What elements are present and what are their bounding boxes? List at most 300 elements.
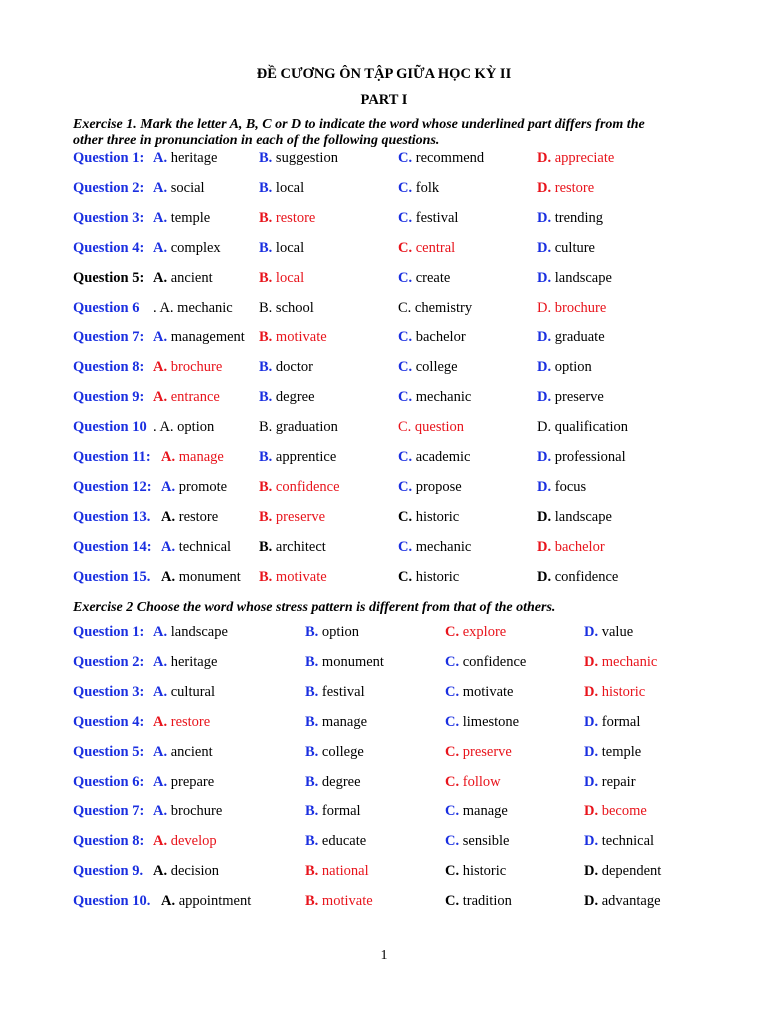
option-word: prepare (170, 773, 215, 790)
option-letter: C. (445, 683, 460, 700)
question-row (0, 833, 768, 853)
option-word: architect (275, 538, 326, 555)
option-letter: D. (584, 743, 599, 760)
question-row (0, 359, 768, 379)
option-word: local (275, 269, 305, 286)
option-letter: B. (305, 743, 319, 760)
question-label: Question 5: (73, 743, 145, 760)
question-row (0, 150, 768, 170)
question-row (0, 744, 768, 764)
answer-option (161, 479, 227, 496)
answer-option (305, 774, 361, 791)
option-letter: B. (259, 150, 273, 166)
answer-option (259, 240, 304, 257)
answer-option (259, 479, 340, 496)
part-heading: PART I (360, 92, 408, 108)
option-word: confidence (554, 568, 619, 585)
answer-option (398, 509, 459, 526)
option-letter: D. (537, 419, 552, 436)
option-letter: C. (398, 329, 413, 346)
answer-option (153, 714, 210, 731)
option-letter: C. (445, 743, 460, 760)
answer-option (584, 654, 657, 671)
option-word: brochure (554, 299, 607, 316)
question-label: Question 9. (73, 863, 144, 880)
option-letter: C. (398, 419, 412, 436)
option-word: manage (178, 449, 224, 465)
option-letter: C. (445, 833, 460, 850)
option-letter: A. (161, 449, 176, 465)
option-word: landscape (554, 508, 612, 525)
option-letter: A. (153, 179, 168, 196)
answer-option (445, 624, 506, 641)
option-letter: C. (445, 803, 460, 820)
option-letter: C. (398, 239, 413, 256)
option-word: suggestion (275, 150, 338, 166)
option-letter: . A. (153, 299, 174, 316)
option-letter: A. (161, 508, 176, 525)
option-letter: A. (153, 833, 168, 850)
question-row (0, 419, 768, 439)
option-word: option (177, 419, 215, 436)
option-word: heritage (170, 653, 218, 670)
option-letter: B. (305, 773, 319, 790)
option-word: national (321, 863, 369, 880)
answer-option (537, 479, 586, 496)
option-letter: A. (153, 329, 168, 346)
option-word: tradition (462, 893, 512, 910)
option-letter: B. (259, 538, 273, 555)
option-word: complex (170, 239, 221, 256)
option-word: ancient (170, 743, 213, 760)
answer-option (584, 684, 645, 701)
option-letter: B. (305, 653, 319, 670)
instruction-line: Exercise 1. Mark the letter A, B, C or D to indicate the word whose underlined part differs from the (73, 117, 645, 132)
option-word: confidence (275, 478, 340, 495)
question-label: Question 4: (73, 239, 145, 256)
option-word: dependent (601, 863, 662, 880)
option-letter: D. (537, 299, 552, 316)
option-word: local (275, 179, 305, 196)
option-word: preserve (554, 389, 604, 406)
answer-option (445, 803, 508, 820)
option-word: temple (601, 743, 642, 760)
option-letter: D. (584, 653, 599, 670)
option-word: formal (601, 713, 641, 730)
answer-option (305, 833, 366, 850)
exercise-1-instruction (73, 117, 723, 149)
answer-option (398, 300, 472, 317)
option-word: festival (415, 209, 459, 226)
option-letter: B. (305, 863, 319, 880)
answer-option (153, 419, 214, 436)
answer-option (537, 300, 606, 317)
document-title: ĐỀ CƯƠNG ÔN TẬP GIỮA HỌC KỲ II (256, 66, 512, 82)
option-word: college (321, 743, 364, 760)
answer-option (584, 714, 640, 731)
answer-option (259, 210, 315, 227)
answer-option (584, 863, 661, 880)
question-label: Question 10. (73, 893, 151, 910)
exercise-2-instruction: Exercise 2 Choose the word whose stress pattern is different from that of the others. (73, 600, 556, 615)
question-row (0, 803, 768, 823)
option-word: heritage (170, 150, 218, 166)
option-word: manage (321, 713, 368, 730)
answer-option (161, 569, 241, 586)
option-word: local (275, 239, 305, 256)
answer-option (398, 180, 439, 197)
option-word: bachelor (415, 329, 466, 346)
answer-option (259, 180, 304, 197)
option-letter: A. (153, 209, 168, 226)
question-label: Question 8: (73, 359, 145, 376)
question-label: Question 1: (73, 150, 145, 166)
option-word: management (170, 329, 245, 346)
answer-option (153, 833, 217, 850)
answer-option (305, 744, 364, 761)
option-letter: C. (398, 150, 413, 166)
question-label: Question 4: (73, 713, 145, 730)
option-word: mechanic (177, 299, 233, 316)
option-letter: A. (153, 683, 168, 700)
answer-option (584, 833, 654, 850)
question-row (0, 863, 768, 883)
answer-option (161, 893, 251, 910)
answer-option (537, 359, 592, 376)
option-letter: B. (259, 508, 273, 525)
option-word: historic (462, 863, 507, 880)
answer-option (445, 833, 509, 850)
question-row (0, 210, 768, 230)
option-word: culture (554, 239, 595, 256)
option-letter: D. (537, 389, 552, 406)
option-letter: C. (445, 624, 460, 640)
option-word: preserve (462, 743, 512, 760)
option-letter: C. (398, 478, 413, 495)
instruction-line: other three in pronunciation in each of the following questions. (73, 133, 440, 148)
answer-option (161, 509, 218, 526)
option-word: entrance (170, 389, 220, 406)
question-row (0, 569, 768, 589)
answer-option (305, 624, 359, 641)
option-letter: D. (537, 538, 552, 555)
option-letter: B. (305, 683, 319, 700)
answer-option (445, 714, 519, 731)
option-letter: B. (259, 239, 273, 256)
option-word: festival (321, 683, 365, 700)
answer-option (584, 744, 641, 761)
question-label: Question 6 (73, 299, 140, 316)
option-letter: B. (259, 478, 273, 495)
option-word: degree (275, 389, 315, 406)
option-letter: C. (398, 538, 413, 555)
option-letter: B. (259, 449, 273, 465)
answer-option (537, 449, 626, 466)
question-row (0, 624, 768, 644)
option-word: create (415, 269, 451, 286)
option-word: motivate (462, 683, 514, 700)
option-word: propose (415, 478, 462, 495)
option-letter: B. (305, 713, 319, 730)
answer-option (153, 684, 215, 701)
question-row (0, 774, 768, 794)
option-word: graduation (275, 419, 338, 436)
answer-option (445, 863, 506, 880)
option-letter: B. (259, 299, 273, 316)
answer-option (398, 449, 470, 466)
option-letter: D. (537, 209, 552, 226)
option-word: historic (415, 568, 460, 585)
option-word: temple (170, 209, 211, 226)
option-letter: B. (305, 624, 319, 640)
answer-option (584, 624, 633, 641)
question-row (0, 270, 768, 290)
option-letter: A. (153, 239, 168, 256)
option-letter: D. (584, 803, 599, 820)
question-row (0, 449, 768, 469)
option-word: degree (321, 773, 361, 790)
question-label: Question 3: (73, 209, 145, 226)
answer-option (398, 539, 471, 556)
answer-option (537, 389, 604, 406)
page-number: 1 (380, 948, 388, 963)
option-word: doctor (275, 359, 313, 376)
answer-option (305, 684, 365, 701)
option-letter: B. (259, 389, 273, 406)
option-word: apprentice (275, 449, 337, 465)
option-word: qualification (554, 419, 629, 436)
answer-option (153, 774, 214, 791)
answer-option (305, 803, 361, 820)
option-word: option (321, 624, 359, 640)
option-word: value (601, 624, 634, 640)
question-label: Question 7: (73, 329, 145, 346)
answer-option (305, 654, 384, 671)
answer-option (584, 893, 661, 910)
option-letter: D. (584, 863, 599, 880)
option-letter: A. (161, 538, 176, 555)
option-word: monument (321, 653, 384, 670)
option-word: academic (415, 449, 471, 465)
answer-option (153, 359, 222, 376)
question-row (0, 893, 768, 913)
option-word: restore (178, 508, 219, 525)
option-word: mechanic (415, 538, 472, 555)
answer-option (153, 270, 213, 287)
option-letter: A. (153, 624, 168, 640)
option-word: motivate (321, 893, 373, 910)
answer-option (537, 210, 603, 227)
option-word: recommend (415, 150, 485, 166)
question-label: Question 2: (73, 653, 145, 670)
question-row (0, 329, 768, 349)
question-label: Question 7: (73, 803, 145, 820)
answer-option (584, 803, 647, 820)
option-word: restore (554, 179, 595, 196)
answer-option (537, 240, 595, 257)
option-letter: A. (153, 743, 168, 760)
answer-option (537, 509, 612, 526)
option-word: appreciate (554, 150, 615, 166)
question-label: Question 12: (73, 478, 152, 495)
option-letter: C. (398, 269, 413, 286)
answer-option (153, 210, 210, 227)
answer-option (537, 329, 605, 346)
answer-option (259, 329, 327, 346)
option-letter: B. (305, 803, 319, 820)
option-word: limestone (462, 713, 520, 730)
option-letter: A. (153, 150, 168, 166)
answer-option (537, 539, 605, 556)
option-word: ancient (170, 269, 213, 286)
option-letter: B. (259, 568, 273, 585)
answer-option (153, 744, 213, 761)
question-label: Question 8: (73, 833, 145, 850)
option-word: central (415, 239, 456, 256)
answer-option (537, 150, 614, 167)
question-label: Question 11: (73, 449, 151, 465)
option-word: landscape (170, 624, 228, 640)
option-word: college (415, 359, 458, 376)
option-word: motivate (275, 329, 327, 346)
answer-option (161, 539, 231, 556)
answer-option (584, 774, 636, 791)
option-word: mechanic (601, 653, 658, 670)
answer-option (161, 449, 224, 466)
answer-option (259, 419, 338, 436)
option-letter: D. (537, 239, 552, 256)
answer-option (259, 300, 314, 317)
answer-option (445, 654, 526, 671)
question-row (0, 714, 768, 734)
option-letter: C. (445, 863, 460, 880)
option-word: professional (554, 449, 626, 465)
option-word: brochure (170, 803, 223, 820)
answer-option (259, 359, 313, 376)
option-letter: A. (153, 653, 168, 670)
question-row (0, 539, 768, 559)
question-row (0, 389, 768, 409)
option-letter: C. (398, 179, 413, 196)
option-letter: C. (398, 389, 413, 406)
option-letter: D. (584, 893, 599, 910)
option-letter: C. (398, 359, 413, 376)
option-letter: D. (584, 773, 599, 790)
option-word: formal (321, 803, 361, 820)
option-word: landscape (554, 269, 612, 286)
option-word: decision (170, 863, 220, 880)
answer-option (398, 419, 464, 436)
question-label: Question 15. (73, 568, 151, 585)
option-letter: D. (537, 359, 552, 376)
answer-option (398, 479, 462, 496)
question-row (0, 654, 768, 674)
option-letter: A. (153, 803, 168, 820)
option-word: brochure (170, 359, 223, 376)
option-letter: D. (584, 713, 599, 730)
question-label: Question 1: (73, 624, 145, 640)
option-letter: D. (537, 150, 552, 166)
option-word: mechanic (415, 389, 472, 406)
answer-option (259, 539, 326, 556)
option-letter: D. (584, 833, 599, 850)
question-row (0, 684, 768, 704)
option-letter: C. (445, 713, 460, 730)
answer-option (445, 744, 512, 761)
question-row (0, 300, 768, 320)
option-word: repair (601, 773, 636, 790)
option-word: historic (601, 683, 646, 700)
question-label: Question 14: (73, 538, 152, 555)
option-word: advantage (601, 893, 661, 910)
option-letter: C. (445, 773, 460, 790)
answer-option (153, 329, 245, 346)
option-letter: C. (445, 893, 460, 910)
option-letter: C. (398, 299, 412, 316)
answer-option (153, 180, 205, 197)
option-word: explore (462, 624, 507, 640)
option-letter: B. (305, 893, 319, 910)
option-letter: B. (305, 833, 319, 850)
question-label: Question 5: (73, 269, 145, 286)
option-letter: A. (161, 893, 176, 910)
answer-option (153, 240, 221, 257)
question-label: Question 13. (73, 508, 151, 525)
option-letter: C. (445, 653, 460, 670)
question-label: Question 9: (73, 389, 145, 406)
option-word: educate (321, 833, 367, 850)
option-letter: A. (153, 389, 168, 406)
option-word: school (275, 299, 314, 316)
option-word: focus (554, 478, 587, 495)
option-word: monument (178, 568, 241, 585)
answer-option (259, 509, 325, 526)
question-row (0, 180, 768, 200)
answer-option (398, 150, 484, 167)
question-row (0, 509, 768, 529)
option-letter: D. (537, 478, 552, 495)
option-word: cultural (170, 683, 216, 700)
answer-option (259, 569, 327, 586)
option-word: manage (462, 803, 508, 820)
question-row (0, 240, 768, 260)
option-word: chemistry (414, 299, 473, 316)
option-letter: A. (161, 478, 176, 495)
option-letter: D. (537, 179, 552, 196)
option-word: bachelor (554, 538, 605, 555)
answer-option (398, 359, 458, 376)
answer-option (259, 449, 336, 466)
option-letter: D. (537, 269, 552, 286)
answer-option (153, 624, 228, 641)
answer-option (153, 300, 233, 317)
option-word: confidence (462, 653, 527, 670)
option-word: promote (178, 478, 228, 495)
question-label: Question 10 (73, 419, 147, 436)
answer-option (537, 180, 594, 197)
answer-option (537, 419, 628, 436)
answer-option (153, 150, 217, 167)
option-letter: D. (537, 568, 552, 585)
option-letter: B. (259, 209, 273, 226)
option-letter: C. (398, 209, 413, 226)
option-letter: . A. (153, 419, 174, 436)
option-letter: A. (153, 863, 168, 880)
option-letter: A. (153, 359, 168, 376)
question-label: Question 3: (73, 683, 145, 700)
option-word: restore (170, 713, 211, 730)
option-letter: B. (259, 269, 273, 286)
